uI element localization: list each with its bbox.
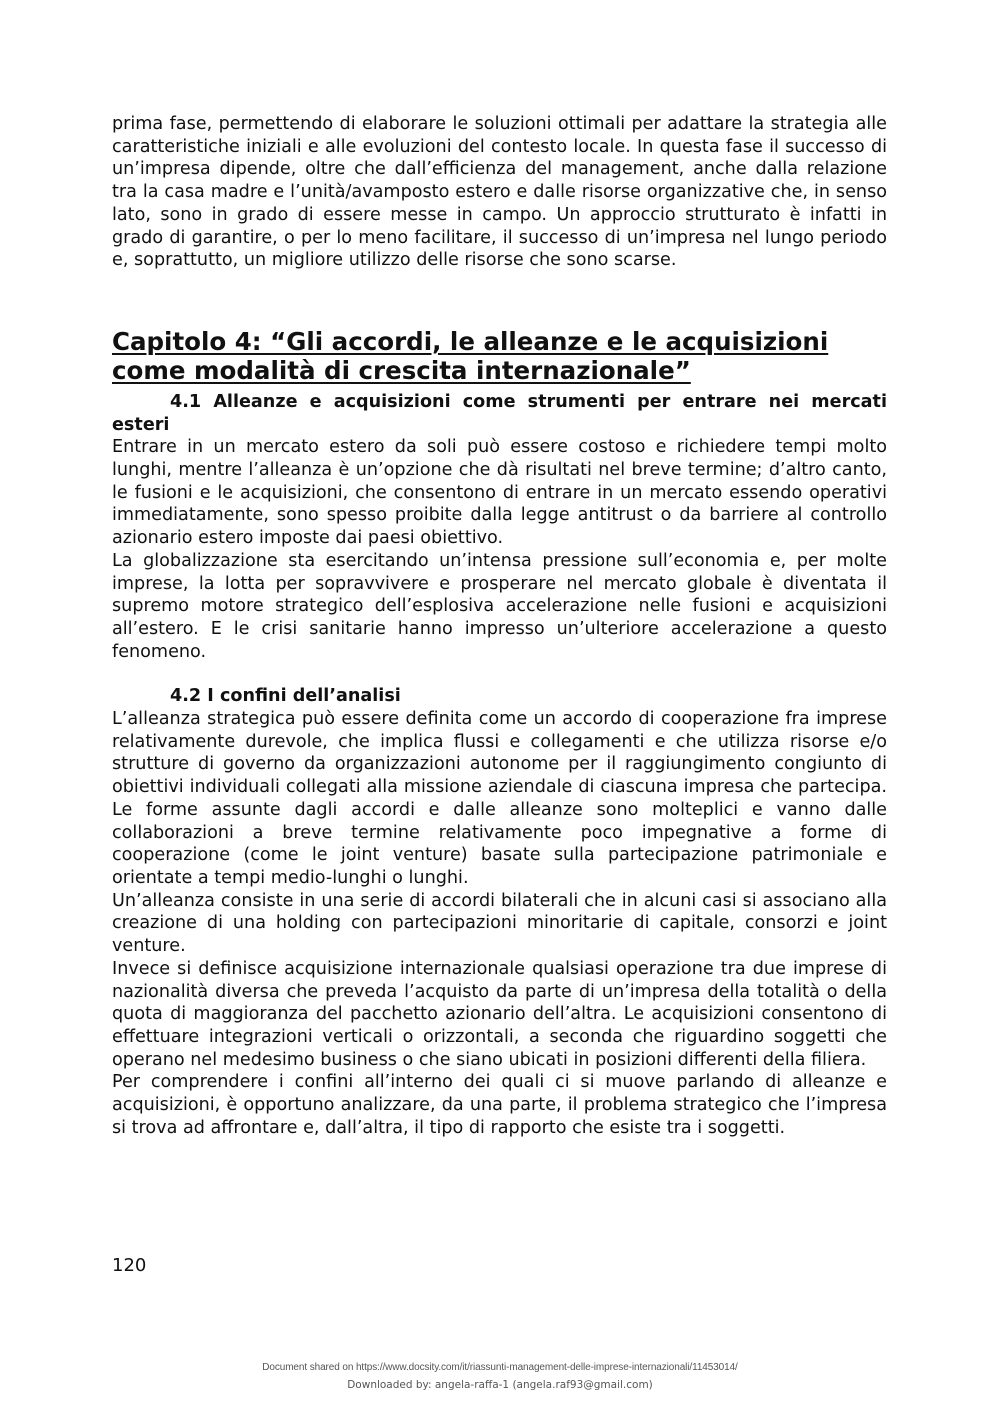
chapter-title: Capitolo 4: “Gli accordi, le alleanze e le acquisizioni come modalità di crescita internazionale”: [112, 326, 829, 385]
section-2-paragraph: Invece si definisce acquisizione internazionale qualsiasi operazione tra due imprese di nazionalità diversa che preveda l’acquisto da parte di un’impresa della totalità o della quota di maggioranza del pacchetto azionario dell’altra. Le acquisizioni consentono di effettuare integrazioni verticali o orizzontali, a seconda che riguardino soggetti che operano nel medesimo business o che siano ubicati in posizioni differenti della filiera.: [112, 958, 887, 1070]
section-2-paragraph: Un’alleanza consiste in una serie di accordi bilaterali che in alcuni casi si associano alla creazione di una holding con partecipazioni minoritarie di capitale, consorzi e joint venture.: [112, 890, 887, 957]
footer-shared-line: Document shared on https://www.docsity.com/it/riassunti-management-delle-imprese-internazionali/11453014/: [262, 1362, 738, 1373]
section-2-paragraph: L’alleanza strategica può essere definita come un accordo di cooperazione fra imprese relativamente durevole, che implica flussi e collegamenti e che utilizza risorse e/o strutture di governo da organizzazioni autonome per il raggiungimento congiunto di obiettivi individuali collegati alla missione aziendale di ciascuna impresa che partecipa. Le forme assunte dagli accordi e dalle alleanze sono molteplici e vanno dalle collaborazioni a breve termine relativamente poco impegnative a forme di cooperazione (come le joint venture) basate sulla partecipazione patrimoniale e orientate a tempi medio-lunghi o lunghi.: [112, 709, 887, 888]
section-spacer: [112, 663, 887, 685]
section-1-paragraph: La globalizzazione sta esercitando un’intensa pressione sull’economia e, per molte imprese, la lotta per sopravvivere e prosperare nel mercato globale è diventata il supremo motore strategico dell’esplosiva accelerazione nelle fusioni e acquisizioni all’estero. E le crisi sanitarie hanno impresso un’ulteriore accelerazione a questo fenomeno.: [112, 550, 887, 662]
section-2-heading: 4.2 I confini dell’analisi: [170, 686, 401, 707]
section-2-paragraph: Per comprendere i confini all’interno dei quali ci si muove parlando di alleanze e acquisizioni, è opportuno analizzare, da una parte, il problema strategico che l’impresa si trova ad affrontare e, dall’altra, il tipo di rapporto che esiste tra i soggetti.: [112, 1072, 887, 1138]
document-page: [112, 113, 887, 1139]
page-number: 120: [112, 1255, 147, 1276]
intro-paragraph: prima fase, permettendo di elaborare le soluzioni ottimali per adattare la strategia alle caratteristiche iniziali e alle evoluzioni del contesto locale. In questa fase il successo di un’impresa dipende, oltre che dall’efficienza del management, anche dalla relazione tra la casa madre e l’unità/avamposto estero e dalle risorse organizzative che, in senso lato, sono in grado di essere messe in campo. Un approccio strutturato è infatti in grado di garantire, o per lo meno facilitare, il successo di un’impresa nel lungo periodo e, soprattutto, un migliore utilizzo delle risorse che sono scarse.: [112, 114, 887, 271]
footer-downloaded-line: Downloaded by: angela-raffa-1 (angela.raf93@gmail.com): [347, 1379, 653, 1391]
section-1-heading: 4.1 Alleanze e acquisizioni come strumenti per entrare nei mercati esteri: [112, 391, 887, 435]
section-1-paragraph: Entrare in un mercato estero da soli può essere costoso e richiedere tempi molto lunghi, mentre l’alleanza è un’opzione che dà risultati nel breve termine; d’altro canto, le fusioni e le acquisizioni, che consentono di entrare in un mercato essendo operativi immediatamente, sono spesso proibite dalla legge antitrust o da barriere al controllo azionario estero imposte dai paesi obiettivo.: [112, 437, 887, 549]
